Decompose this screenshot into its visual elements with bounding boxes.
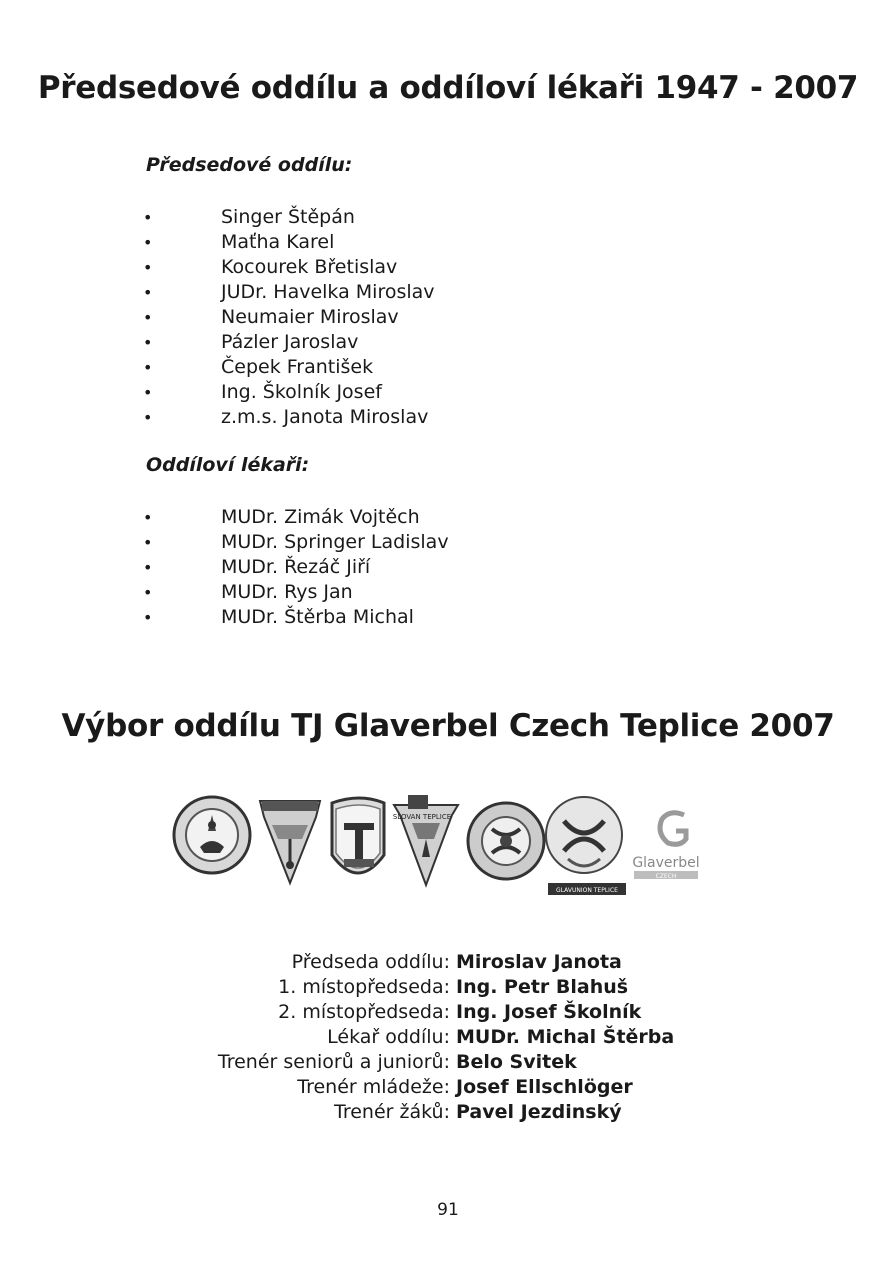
bullet-icon: • bbox=[143, 608, 153, 627]
page-number: 91 bbox=[437, 1200, 459, 1220]
committee-row bbox=[0, 1100, 896, 1125]
president-name: z.m.s. Janota Miroslav bbox=[221, 406, 429, 428]
committee-person: Belo Svitek bbox=[456, 1051, 577, 1073]
committee-row bbox=[0, 1000, 896, 1025]
slovan-logo bbox=[393, 795, 458, 885]
doctor-name: MUDr. Štěrba Michal bbox=[221, 606, 414, 628]
club-logos-svg bbox=[172, 795, 732, 900]
bullet-icon: • bbox=[143, 383, 153, 402]
committee-list bbox=[0, 950, 896, 1125]
glavunion-logo bbox=[546, 797, 626, 895]
president-name: Maťha Karel bbox=[221, 231, 335, 253]
president-name: Ing. Školník Josef bbox=[221, 381, 382, 403]
committee-role: Trenér seniorů a juniorů: bbox=[217, 1051, 450, 1073]
president-name: Singer Štěpán bbox=[221, 206, 355, 228]
president-name: Pázler Jaroslav bbox=[221, 331, 359, 353]
committee-row bbox=[0, 950, 896, 975]
committee-role: Předseda oddílu: bbox=[291, 951, 450, 973]
page-title: Předsedové oddílu a oddíloví lékaři 1947 - 2007 bbox=[37, 70, 859, 106]
bullet-icon: • bbox=[143, 258, 153, 277]
committee-role: Trenér žáků: bbox=[334, 1101, 450, 1123]
president-name: Neumaier Miroslav bbox=[221, 306, 399, 328]
committee-person: MUDr. Michal Štěrba bbox=[456, 1026, 675, 1048]
committee-role: 1. místopředseda: bbox=[278, 976, 450, 998]
club-logos bbox=[172, 795, 732, 900]
committee-person: Miroslav Janota bbox=[456, 951, 622, 973]
bullet-icon: • bbox=[143, 558, 153, 577]
bullet-icon: • bbox=[143, 333, 153, 352]
doctors-heading: Oddíloví lékaři: bbox=[146, 454, 310, 476]
bullet-icon: • bbox=[143, 508, 153, 527]
slovan-logo-text: SLOVAN TEPLICE bbox=[392, 813, 452, 821]
glaverbel-logo bbox=[632, 813, 699, 880]
committee-role: Trenér mládeže: bbox=[297, 1076, 450, 1098]
committee-role: 2. místopředseda: bbox=[278, 1001, 450, 1023]
bullet-icon: • bbox=[143, 408, 153, 427]
president-name: JUDr. Havelka Miroslav bbox=[221, 281, 435, 303]
committee-role: Lékař oddílu: bbox=[327, 1026, 450, 1048]
committee-row bbox=[0, 975, 896, 1000]
shield-t-logo bbox=[332, 798, 384, 873]
glaverbel-logo-text: Glaverbel bbox=[632, 855, 700, 871]
doctor-name: MUDr. Springer Ladislav bbox=[221, 531, 449, 553]
committee-row bbox=[0, 1075, 896, 1100]
sklo-union-logo bbox=[468, 803, 544, 879]
president-name: Čepek František bbox=[221, 356, 374, 378]
glavunion-logo-text: GLAVUNION TEPLICE bbox=[556, 887, 618, 894]
committee-person: Josef Ellschlöger bbox=[456, 1076, 633, 1098]
presidents-heading: Předsedové oddílu: bbox=[146, 154, 353, 176]
bullet-icon: • bbox=[143, 283, 153, 302]
bullet-icon: • bbox=[143, 358, 153, 377]
bullet-icon: • bbox=[143, 233, 153, 252]
committee-person: Pavel Jezdinský bbox=[456, 1101, 622, 1123]
bullet-icon: • bbox=[143, 208, 153, 227]
committee-row bbox=[0, 1025, 896, 1050]
committee-person: Ing. Petr Blahuš bbox=[456, 976, 629, 998]
president-name: Kocourek Břetislav bbox=[221, 256, 398, 278]
bullet-icon: • bbox=[143, 308, 153, 327]
committee-row bbox=[0, 1050, 896, 1075]
bullet-icon: • bbox=[143, 533, 153, 552]
committee-title: Výbor oddílu TJ Glaverbel Czech Teplice 2007 bbox=[61, 708, 835, 744]
sportovni-logo bbox=[260, 801, 320, 883]
doctor-name: MUDr. Rys Jan bbox=[221, 581, 353, 603]
committee-person: Ing. Josef Školník bbox=[456, 1001, 642, 1023]
doctor-name: MUDr. Zimák Vojtěch bbox=[221, 506, 420, 528]
doctor-name: MUDr. Řezáč Jiří bbox=[221, 556, 371, 578]
sokol-logo bbox=[174, 797, 250, 873]
bullet-icon: • bbox=[143, 583, 153, 602]
glaverbel-logo-subtext: CZECH bbox=[655, 873, 677, 880]
